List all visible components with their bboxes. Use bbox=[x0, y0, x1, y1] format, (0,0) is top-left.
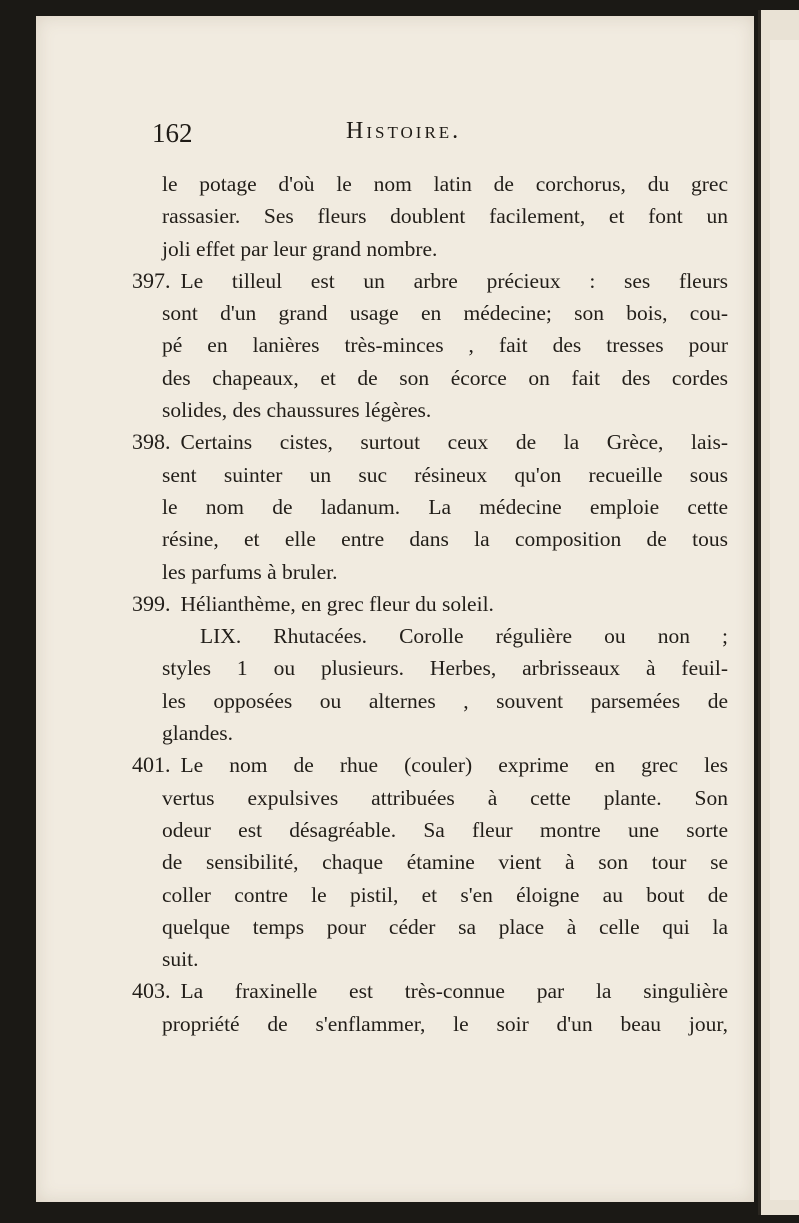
numbered-paragraph-line: 399. Hélianthème, en grec fleur du soleil. bbox=[132, 588, 728, 620]
text-line: pé en lanières très-minces , fait des tresses pour bbox=[162, 333, 728, 358]
text-line: des chapeaux, et de son écorce on fait des cordes bbox=[162, 365, 728, 390]
text-line: les opposées ou alternes , souvent parsemées de bbox=[162, 688, 728, 713]
text-line: propriété de s'enflammer, le soir d'un beau jour, bbox=[162, 1011, 728, 1036]
text-line: sont d'un grand usage en médecine; son bois, cou- bbox=[162, 301, 728, 326]
text-line: solides, des chaussures légères. bbox=[162, 398, 432, 423]
paragraph-number: 399. bbox=[132, 590, 171, 616]
numbered-paragraph-line: 397. Le tilleul est un arbre précieux : ses fleurs bbox=[132, 265, 728, 297]
text-line: de sensibilité, chaque étamine vient à son tour se bbox=[162, 850, 728, 875]
body-text bbox=[132, 168, 728, 1040]
text-line: quelque temps pour céder sa place à celle qui la bbox=[162, 914, 728, 939]
text-line: résine, et elle entre dans la composition de tous bbox=[162, 527, 728, 552]
numbered-paragraph-line: 403. La fraxinelle est très-connue par la singulière bbox=[132, 975, 728, 1007]
facing-page-strip bbox=[770, 40, 799, 1200]
page-number: 162 bbox=[152, 118, 193, 148]
paragraph-number: 397. bbox=[132, 267, 171, 293]
text-line: les parfums à bruler. bbox=[162, 559, 338, 584]
text-line: rassasier. Ses fleurs doublent facilement, et font un bbox=[162, 204, 728, 229]
paragraph-number: 401. bbox=[132, 752, 171, 778]
section-heading-line: LIX. Rhutacées. Corolle régulière ou non ; bbox=[200, 624, 728, 649]
book-page bbox=[36, 16, 754, 1202]
page-title: Histoire. bbox=[346, 118, 462, 144]
book-frame-left bbox=[0, 0, 36, 1223]
text-line: vertus expulsives attribuées à cette plante. Son bbox=[162, 785, 728, 810]
text-line: styles 1 ou plusieurs. Herbes, arbrisseaux à feuil- bbox=[162, 656, 728, 681]
paragraph-number: 403. bbox=[132, 978, 171, 1004]
numbered-paragraph-line: 401. Le nom de rhue (couler) exprime en grec les bbox=[132, 749, 728, 781]
numbered-paragraph-line: 398. Certains cistes, surtout ceux de la Grèce, lais- bbox=[132, 426, 728, 458]
running-head bbox=[36, 118, 754, 158]
text-line: sent suinter un suc résineux qu'on recueille sous bbox=[162, 462, 728, 487]
text-line: suit. bbox=[162, 947, 199, 972]
text-line: odeur est désagréable. Sa fleur montre une sorte bbox=[162, 817, 728, 842]
text-line: joli effet par leur grand nombre. bbox=[162, 236, 438, 261]
paragraph-number: 398. bbox=[132, 429, 171, 455]
text-line: le nom de ladanum. La médecine emploie cette bbox=[162, 494, 728, 519]
text-line: coller contre le pistil, et s'en éloigne au bout de bbox=[162, 882, 728, 907]
text-line: le potage d'où le nom latin de corchorus, du grec bbox=[162, 172, 728, 196]
text-line: glandes. bbox=[162, 721, 234, 746]
